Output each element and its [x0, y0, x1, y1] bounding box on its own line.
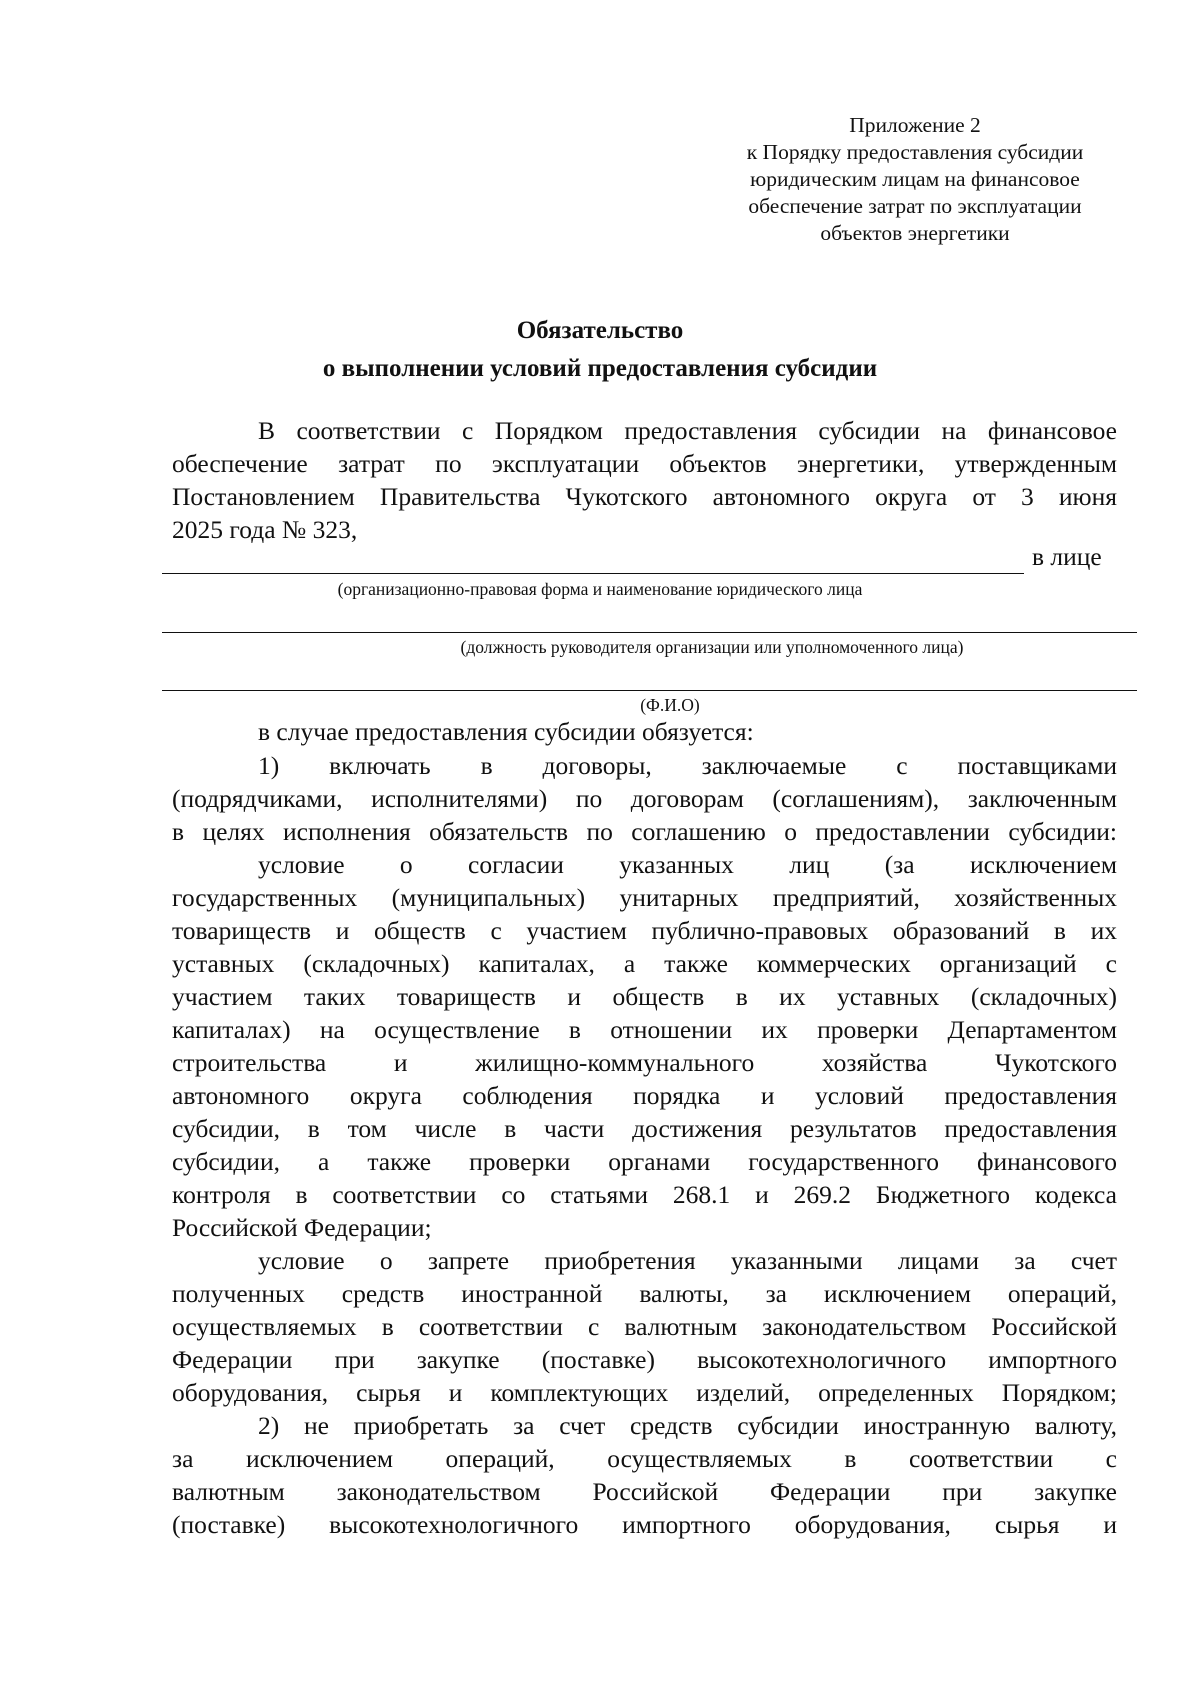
org-name-caption: (организационно-правовая форма и наименование юридического лица	[337, 579, 863, 599]
condition2-line: осуществляемых в соответствии с валютным законодательством Российской	[172, 1312, 1117, 1341]
condition2-line: условие о запрете приобретения указанными лицами за счет	[258, 1246, 1117, 1275]
condition1-line: Российской Федерации;	[172, 1213, 432, 1242]
appendix-line: объектов энергетики	[820, 221, 1010, 245]
org-name-blank-line[interactable]	[162, 573, 1024, 574]
condition2-line: Федерации при закупке (поставке) высокотехнологичного импортного	[172, 1345, 1117, 1374]
fio-blank-line[interactable]	[162, 690, 1137, 691]
item2-line: валютным законодательством Российской Федерации при закупке	[172, 1477, 1117, 1506]
condition2-line: полученных средств иностранной валюты, за исключением операций,	[172, 1279, 1117, 1308]
condition1-line: товариществ и обществ с участием публично-правовых образований в их	[172, 916, 1117, 945]
condition1-line: капиталах) на осуществление в отношении их проверки Департаментом	[172, 1015, 1117, 1044]
condition1-line: субсидии, а также проверки органами государственного финансового	[172, 1147, 1117, 1176]
obligates-line: в случае предоставления субсидии обязуется:	[258, 717, 754, 746]
intro-line: Постановлением Правительства Чукотского автономного округа от 3 июня	[172, 482, 1117, 511]
condition1-line: строительства и жилищно-коммунального хозяйства Чукотского	[172, 1048, 1117, 1077]
fio-caption: (Ф.И.О)	[640, 695, 700, 715]
intro-line: 2025 года № 323,	[172, 515, 358, 544]
item1-line: 1) включать в договоры, заключаемые с поставщиками	[258, 751, 1117, 780]
item1-line: (подрядчиками, исполнителями) по договорам (соглашениям), заключенным	[172, 784, 1117, 813]
item1-line: в целях исполнения обязательств по соглашению о предоставлении субсидии:	[172, 817, 1117, 846]
condition1-line: государственных (муниципальных) унитарных предприятий, хозяйственных	[172, 883, 1117, 912]
intro-line: В соответствии с Порядком предоставления субсидии на финансовое	[258, 416, 1117, 445]
appendix-line: обеспечение затрат по эксплуатации	[748, 194, 1082, 218]
appendix-line: к Порядку предоставления субсидии	[746, 140, 1084, 164]
document-title	[150, 312, 1050, 388]
condition2-line: оборудования, сырья и комплектующих изделий, определенных Порядком;	[172, 1378, 1117, 1407]
item2-line: 2) не приобретать за счет средств субсидии иностранную валюту,	[258, 1411, 1117, 1440]
appendix-note	[700, 112, 1130, 247]
condition1-line: уставных (складочных) капиталах, а также коммерческих организаций с	[172, 949, 1117, 978]
condition1-line: условие о согласии указанных лиц (за исключением	[258, 850, 1117, 879]
condition1-line: субсидии, в том числе в части достижения результатов предоставления	[172, 1114, 1117, 1143]
appendix-line: Приложение 2	[849, 113, 981, 137]
in-person-label: в лице	[1032, 542, 1102, 571]
intro-line: обеспечение затрат по эксплуатации объектов энергетики, утвержденным	[172, 449, 1117, 478]
appendix-line: юридическим лицам на финансовое	[750, 167, 1080, 191]
position-caption: (должность руководителя организации или уполномоченного лица)	[460, 637, 964, 657]
position-blank-line[interactable]	[162, 632, 1137, 633]
condition1-line: контроля в соответствии со статьями 268.1 и 269.2 Бюджетного кодекса	[172, 1180, 1117, 1209]
title-line-1: Обязательство	[516, 317, 684, 344]
condition1-line: автономного округа соблюдения порядка и условий предоставления	[172, 1081, 1117, 1110]
item2-line: (поставке) высокотехнологичного импортного оборудования, сырья и	[172, 1510, 1117, 1539]
item2-line: за исключением операций, осуществляемых в соответствии с	[172, 1444, 1117, 1473]
title-line-2: о выполнении условий предоставления субсидии	[322, 355, 878, 382]
condition1-line: участием таких товариществ и обществ в их уставных (складочных)	[172, 982, 1117, 1011]
